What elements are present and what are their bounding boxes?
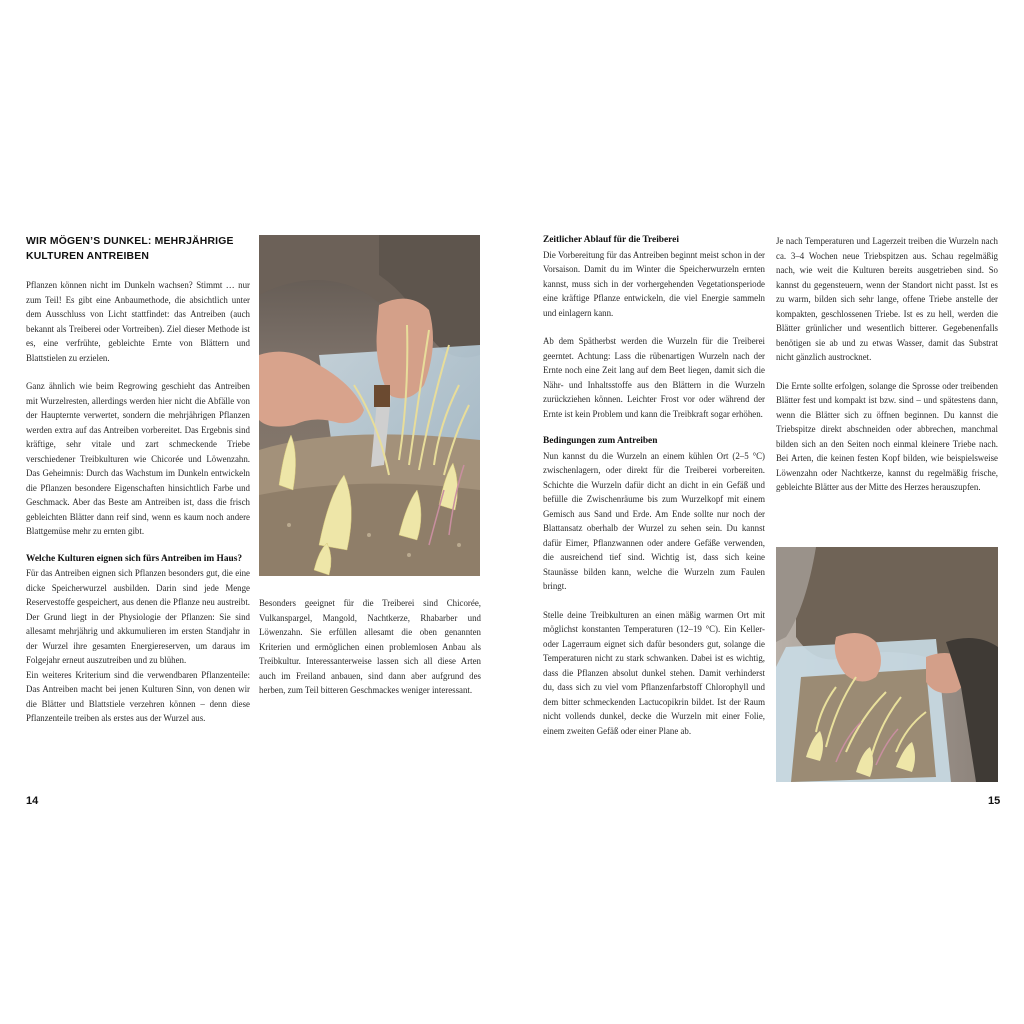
cultures-paragraph-1: Für das Antreiben eignen sich Pflanzen besonders gut, die eine dicke Speicherwurzel ausbilden. Darin sind jede Menge Reservestoffe gespeichert, aus denen die Pflanze neu austreibt. Der Grund liegt in der Physiologie der Pflanzen: Sie sind allesamt mehrjährig und akkumulieren im ersten Standjahr in der Wurzel ihre gesamten Energiereserven, um daraus im Folgejahr erneut auszutreiben und zu blühen. bbox=[26, 568, 250, 665]
photo-person-with-sprout-box bbox=[776, 547, 998, 782]
subheading-conditions: Bedingungen zum Antreiben bbox=[543, 436, 658, 446]
photo-harvest-with-knife bbox=[259, 235, 480, 576]
intro-paragraph-2: Ganz ähnlich wie beim Regrowing geschieht das Antreiben mit Wurzelresten, allerdings werden hier nicht die Abfälle von der Haupternte verwertet, sondern die mehrjährigen Pflanzen werden extra auf das Antreiben vorbereitet. Das Ergebnis sind kräftige, sehr vitale und zart schmeckende Triebe verschiedener Treibkulturen wie Chicorée und Löwenzahn. Das Geheimnis: Durch das Wachstum im Dunkeln entwickeln die Pflanzen besondere Eigenschaften hinsichtlich Farbe und Geschmack. Aber das Beste am Antreiben ist, dass die frisch gebleichten Blätter dann reif sind, wenn es kaum noch andere Blattgemüse mehr zu ernten gibt. bbox=[26, 381, 250, 536]
subheading-cultures: Welche Kulturen eignen sich fürs Antreiben im Haus? bbox=[26, 553, 243, 564]
cultures-paragraph-2: Ein weiteres Kriterium sind die verwendbaren Pflanzenteile: Das Antreiben macht bei jenen Kulturen Sinn, von denen wir die Blätter und Blattstiele verzehren können – denn diese Pflanzenteile treiben als erstes aus der Wurzel aus. bbox=[26, 669, 250, 723]
page-number-right: 15 bbox=[988, 795, 1001, 807]
harvest-paragraph: Die Ernte sollte erfolgen, solange die Sprosse oder treibenden Blätter fest und kompakt ist bzw. sind – und spätestens dann, wenn die Blätter sich zu öffnen beginnen. Du kannst die Triebspitze direkt abschneiden oder abbrechen, manchmal bilden sich an den Seiten noch einmal kleinere Triebe nach. Bei Arten, die keinen festen Kopf bilden, wie beispielsweise Löwenzahn oder Nachtkerze, kannst du regelmäßig frische, gebleichte Blätter aus der Mitte des Herzes herauszupfen. bbox=[776, 380, 998, 492]
right-column-2 bbox=[776, 234, 998, 495]
intro-paragraph-1: Pflanzen können nicht im Dunkeln wachsen? Stimmt … nur zum Teil! Es gibt eine Anbaumethode, die absichtlich unter dem Ausschluss von Licht stattfindet: das Antreiben (auch bekannt als Treiberei oder Vortreiben). Ziel dieser Methode ist es, eine verfrühte, gebleichte Ernte von Blättern und Blattstielen zu erzielen. bbox=[26, 280, 250, 363]
suitable-cultures-paragraph: Besonders geeignet für die Treiberei sind Chicorée, Vulkanspargel, Mangold, Nachtkerze, Rhabarber und Löwenzahn. Sie erfüllen allesamt die oben genannten Kriterien und ermöglichen einen problemlosen Anbau als Treibkultur. Interessanterweise lassen sich all diese Arten auch im Freiland anbauen, sind dann aber aufgrund des herben, zum Teil bitteren Geschmackes weniger interessant. bbox=[259, 598, 481, 695]
conditions-paragraph-2: Stelle deine Treibkulturen an einen mäßig warmen Ort mit möglichst konstanten Temperaturen (12–19 °C). Ein Keller- oder Lagerraum eignet sich dafür besonders gut, solange die Temperaturen nicht zu stark schwanken. Dabei ist es wichtig, dass die Pflanzen absolut dunkel stehen. Damit verhinderst du, dass sich zu viel vom Pflanzenfarbstoff Chlorophyll und dem bitter schmeckenden Lactucopikrin bildet. Ist der Raum nicht vollends dunkel, decke die Wurzeln mit einer Folie, einem zweiten Gefäß oder einer Plane ab. bbox=[543, 609, 765, 736]
chapter-heading: WIR MÖGEN’S DUNKEL: MEHRJÄHRIGE KULTUREN ANTREIBEN bbox=[26, 236, 234, 262]
subheading-timeline: Zeitlicher Ablauf für die Treiberei bbox=[543, 235, 679, 245]
growth-paragraph: Je nach Temperaturen und Lagerzeit treiben die Wurzeln nach ca. 3–4 Wochen neue Triebspitzen aus. Schau regelmäßig nach, wie weit die Kulturen bereits ausgetrieben sind. So kannst du gegensteuern, wenn der Standort nicht passt. Ist es zu warm, bilden sich sehr lange, offene Triebe anstelle der kompakten, geschlossenen Triebe. Ist es zu hell, werden die Blätter grünlicher und wesentlich bitterer. Gegebenenfalls benötigen sie ab und zu etwas Wasser, damit das Substrat nicht gänzlich austrocknet. bbox=[776, 236, 998, 362]
timeline-paragraph-1: Die Vorbereitung für das Antreiben beginnt meist schon in der Vorsaison. Damit du im Winter die Speicherwurzeln ernten kannst, muss sich in der vorhergehenden Vegetationsperiode eine kräftige Pflanze entwickeln, die viel Energie sammeln und einlagern kann. bbox=[543, 249, 765, 318]
left-column-2 bbox=[259, 596, 481, 698]
page-number-left: 14 bbox=[26, 795, 39, 807]
timeline-paragraph-2: Ab dem Spätherbst werden die Wurzeln für die Treiberei geerntet. Achtung: Lass die rübenartigen Wurzeln nach der Ernte noch eine Zeit lang auf dem Beet liegen, damit sich die Nähr- und Inhaltsstoffe aus den Blättern in die Wurzeln zurückziehen können. Leichter Frost vor oder während der Ernte ist kein Problem und kann die Treibkraft sogar erhöhen. bbox=[543, 336, 765, 419]
conditions-paragraph-1: Nun kannst du die Wurzeln an einem kühlen Ort (2–5 °C) zwischenlagern, oder direkt für die Treiberei vorbereiten. Schichte die Wurzeln dafür dicht an dicht in ein Gefäß und befülle die Zwischenräume bis zum Wurzelkopf mit einem Gemisch aus Sand und Erde. Am Ende sollte nur noch der Blattansatz oberhalb der Wurzel zu sehen sein. Du kannst dafür Eimer, Pflanzwannen oder andere Gefäße verwenden, die ausreichend tief sind. Wichtig ist, dass sich keine Staunässe bilden kann, welche die Wurzeln zum Faulen bringt. bbox=[543, 450, 765, 591]
left-column-1 bbox=[26, 278, 250, 726]
right-column-1 bbox=[543, 234, 765, 738]
